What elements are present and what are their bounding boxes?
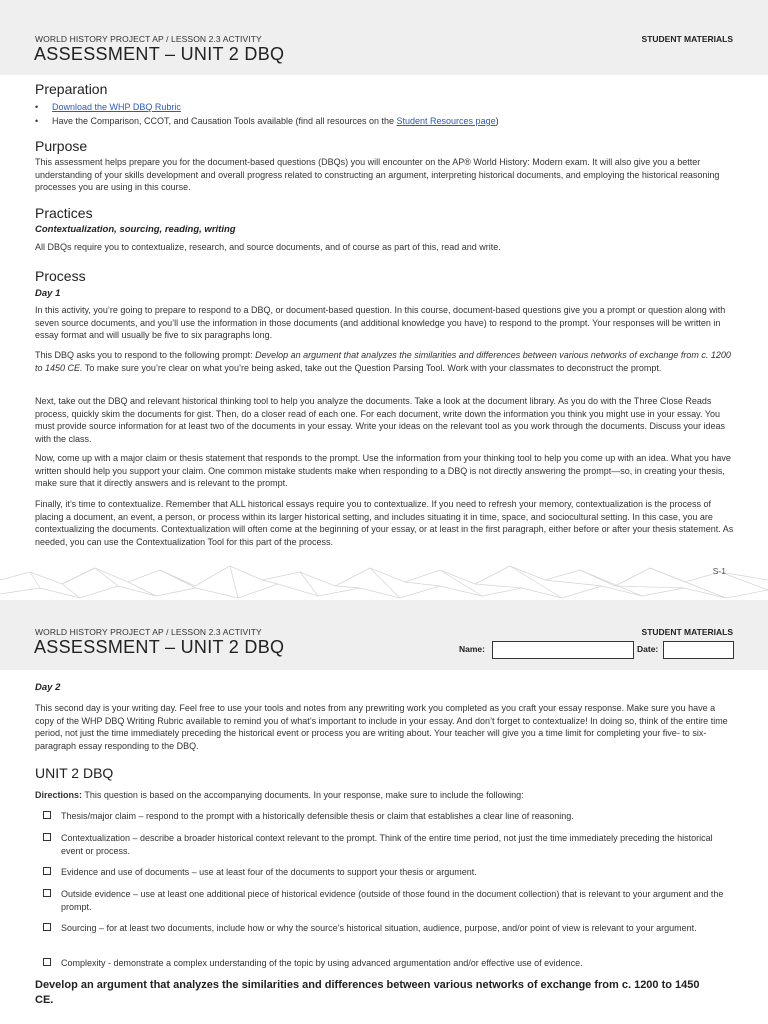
page1-course-line: WORLD HISTORY PROJECT AP / LESSON 2.3 ACTIVITY <box>35 34 262 44</box>
checkbox-thesis[interactable] <box>43 811 51 819</box>
dbq-prompt: Develop an argument that analyzes the similarities and differences between various networks of exchange from c. 1200 to 1450 CE. <box>35 979 700 1006</box>
preparation-bullet-2-end: ) <box>495 116 499 126</box>
date-field[interactable] <box>663 641 734 659</box>
preparation-heading: Preparation <box>35 81 108 97</box>
day2-label: Day 2 <box>35 682 61 693</box>
checkbox-outside-evidence[interactable] <box>43 889 51 897</box>
preparation-bullet-2-text: Have the Comparison, CCOT, and Causation Tools available (find all resources on the <box>52 116 397 126</box>
date-label: Date: <box>637 644 659 654</box>
checklist-item-complexity: Complexity - demonstrate a complex understanding of the topic by using advanced argumentation and/or effective use of evidence. <box>61 958 583 968</box>
dbq-rubric-link[interactable]: Download the WHP DBQ Rubric <box>52 102 181 112</box>
name-field[interactable] <box>492 641 634 659</box>
directions-label: Directions: <box>35 790 83 800</box>
process-para-2-end: To make sure you’re clear on what you’re being asked, take out the Question Parsing Tool. Work with your classmates to deconstruct the prompt. <box>82 362 662 373</box>
preparation-bullet-1 <box>35 101 181 113</box>
dbq-heading: UNIT 2 DBQ <box>35 765 114 781</box>
bullet-dot: • <box>35 116 39 126</box>
process-para-4: Now, come up with a major claim or thesis statement that responds to the prompt. Use the information from your thinking tool to help you come up with an idea. What you have written should help you support your claim. One common mistake students make when responding to a DBQ is not directly answering the prompt—so, in creating your thesis, make sure that it directly answers and is relevant to the prompt. <box>35 453 731 488</box>
day1-label: Day 1 <box>35 288 61 299</box>
checkbox-sourcing[interactable] <box>43 923 51 931</box>
checklist-item-thesis: Thesis/major claim – respond to the prompt with a historically defensible thesis or claim that establishes a clear line of reasoning. <box>61 811 574 821</box>
process-para-2 <box>35 349 735 374</box>
page1-student-materials: STUDENT MATERIALS <box>641 34 733 44</box>
page2-student-materials: STUDENT MATERIALS <box>641 627 733 637</box>
checklist-item-outside-evidence: Outside evidence – use at least one additional piece of historical evidence (outside of those found in the document collection) that is relevant to your argument and the prompt. <box>61 889 724 912</box>
checkbox-evidence[interactable] <box>43 867 51 875</box>
preparation-bullet-2 <box>35 115 499 127</box>
purpose-text: This assessment helps prepare you for the document-based questions (DBQs) you will encounter on the AP® World History: Modern exam. It will also give you a better understanding of your skills development and overall progress related to constructing an argument, interpreting historical documents, and employing the historical reasoning processes you are using in this course. <box>35 157 720 192</box>
checkbox-complexity[interactable] <box>43 958 51 966</box>
process-para-5: Finally, it’s time to contextualize. Remember that ALL historical essays require you to contextualize. If you need to refresh your memory, contextualization is the process of placing a document, an event, a person, or process within its larger historical setting, and includes situating it in time, space, and sociocultural setting. In this case, you are contextualizing the documents. Contextualization will often come at the beginning of your essay, or at least in the first paragraph, either before or after your thesis statement. As needed, you can use the Contextualization Tool for this part of the process. <box>35 499 734 547</box>
process-para-2-prompt: Develop an argument that analyzes the similarities and differences between various networks of exchange from c. 1200 to 1450 CE. <box>35 350 731 373</box>
practices-subheading: Contextualization, sourcing, reading, writing <box>35 224 236 235</box>
directions-text: This question is based on the accompanying documents. In your response, make sure to include the following: <box>82 790 524 800</box>
practices-heading: Practices <box>35 205 93 221</box>
page1-title: ASSESSMENT – UNIT 2 DBQ <box>34 44 285 64</box>
page2-title: ASSESSMENT – UNIT 2 DBQ <box>34 637 285 657</box>
checklist-item-sourcing: Sourcing – for at least two documents, include how or why the source’s historical situation, audience, purpose, and/or point of view is relevant to your argument. <box>61 923 697 933</box>
purpose-heading: Purpose <box>35 138 88 154</box>
checklist-item-contextualization: Contextualization – describe a broader historical context relevant to the prompt. Think of the entire time period, not just the time immediately preceding the historical event or process. <box>61 833 713 856</box>
name-label: Name: <box>459 644 485 654</box>
bullet-dot: • <box>35 102 39 112</box>
student-resources-link[interactable]: Student Resources page <box>396 116 496 126</box>
practices-text: All DBQs require you to contextualize, research, and source documents, and of course as part of this, read and write. <box>35 242 501 252</box>
process-para-2-start: This DBQ asks you to respond to the following prompt: <box>35 350 256 360</box>
day2-text: This second day is your writing day. Feel free to use your tools and notes from any prewriting work you completed as you craft your essay response. Make sure you have a copy of the WHP DBQ Writing Rubric available to remind you of what’s important to include in your essay. And don’t forget to contextualize! In doing so, think of the entire time period, not just the time immediately preceding the historical event or process you are writing about. Your teacher will give you a time limit for completing your five- to six-paragraph essay responding to the DBQ. <box>35 703 728 751</box>
footer-decoration <box>0 558 768 600</box>
page-number: S-1 <box>712 566 726 576</box>
page2-course-line: WORLD HISTORY PROJECT AP / LESSON 2.3 ACTIVITY <box>35 627 262 637</box>
process-heading: Process <box>35 268 86 284</box>
directions-line <box>35 789 735 802</box>
process-para-3: Next, take out the DBQ and relevant historical thinking tool to help you analyze the documents. Take a look at the document library. As you do with the Three Close Reads process, quickly skim the documents for gist. Then, do a closer read of each one. For each document, write down the information you think you might use in your essay. You must provide source information for at least two of the documents in your essay. Write your ideas on the relevant tool as you work through the documents. Discuss your ideas with the class. <box>35 396 726 444</box>
checkbox-contextualization[interactable] <box>43 833 51 841</box>
process-para-1: In this activity, you’re going to prepare to respond to a DBQ, or document-based question. In this course, document-based questions give you a prompt or question along with seven source documents, and you’ll use the information in those documents (and additional knowledge you have) to respond to the prompt. Your responses will be written in essay format and will usually be five to six paragraphs long. <box>35 305 726 340</box>
checklist-item-evidence: Evidence and use of documents – use at least four of the documents to support your thesis or argument. <box>61 867 477 877</box>
